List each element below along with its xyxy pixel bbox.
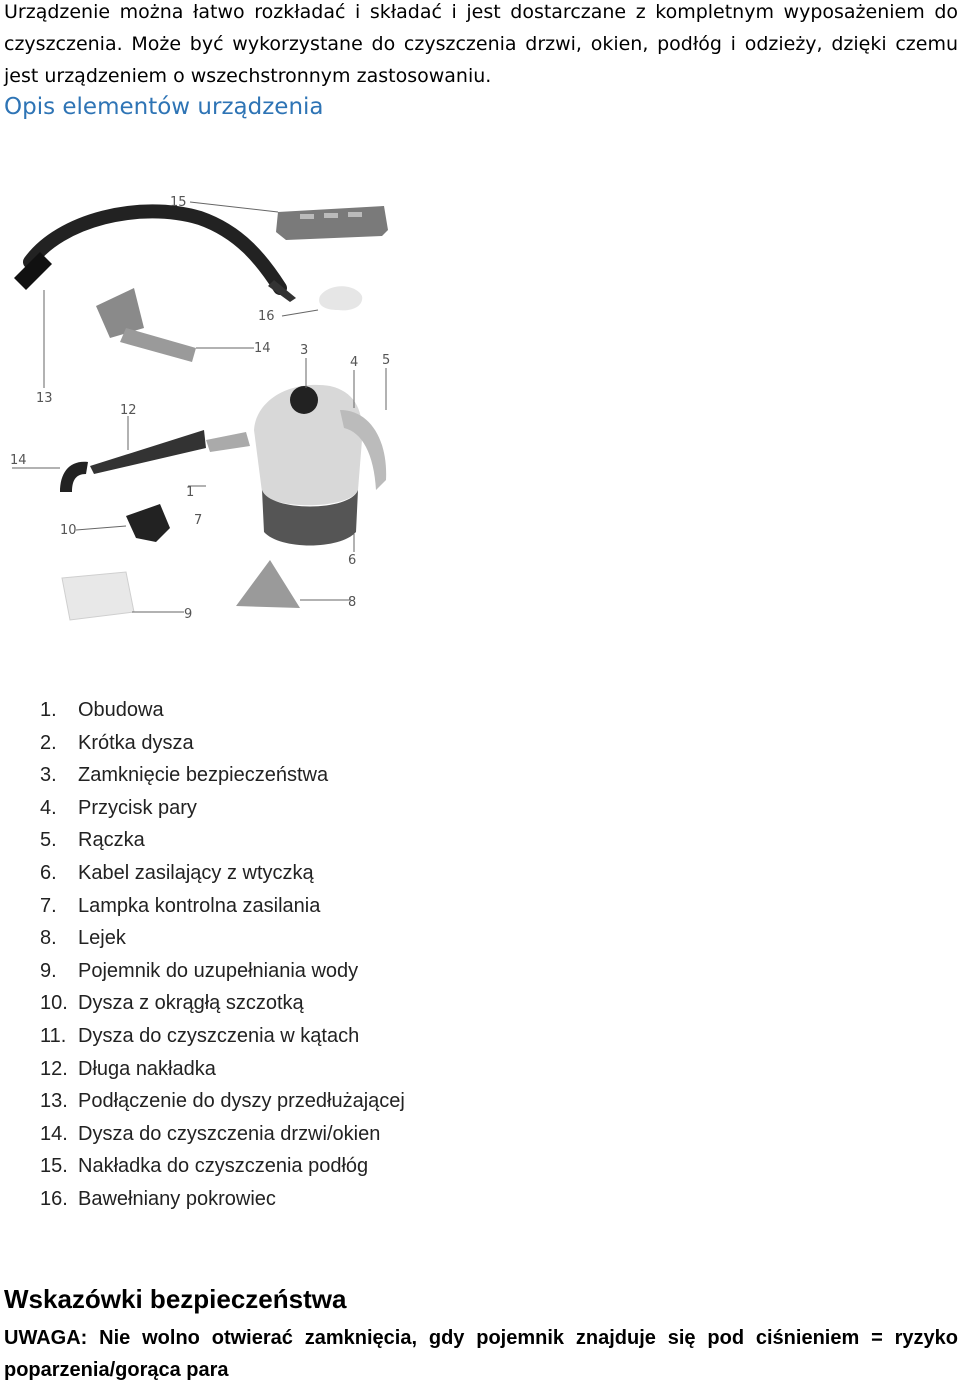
list-item: 10. Dysza z okrągłą szczotką	[40, 992, 304, 1015]
list-item: 14. Dysza do czyszczenia drzwi/okien	[40, 1122, 381, 1145]
diagram-label-13: 13	[36, 391, 53, 406]
diagram-label-15: 15	[170, 195, 187, 210]
list-item: 4. Przycisk pary	[40, 796, 197, 819]
diagram-label-3: 3	[300, 343, 309, 358]
list-item: 15. Nakładka do czyszczenia podłóg	[40, 1155, 369, 1178]
diagram-label-7: 7	[194, 513, 203, 528]
list-item: 5. Rączka	[40, 829, 145, 852]
diagram-label-14a: 14	[254, 341, 271, 356]
diagram-label-4: 4	[350, 355, 359, 370]
diagram-label-8: 8	[348, 595, 357, 610]
diagram-label-1: 1	[186, 485, 195, 500]
list-item: 1. Obudowa	[40, 699, 164, 721]
list-item: 8. Lejek	[40, 927, 126, 950]
list-item: 16. Bawełniany pokrowiec	[40, 1187, 276, 1210]
diagram-label-14b: 14	[10, 453, 27, 468]
warning-paragraph: UWAGA: Nie wolno otwierać zamknięcia, gdy pojemnik znajduje się pod ciśnieniem = ryzyko poparzenia/gorąca para	[4, 1327, 958, 1381]
diagram-label-9: 9	[184, 607, 193, 622]
list-item: 13. Podłączenie do dyszy przedłużającej	[40, 1090, 405, 1113]
diagram-label-10: 10	[60, 523, 77, 538]
list-item: 3. Zamknięcie bezpieczeństwa	[40, 764, 329, 787]
diagram-label-12: 12	[120, 403, 137, 418]
intro-paragraph: Urządzenie można łatwo rozkładać i składać i jest dostarczane z kompletnym wyposażeniem do czyszczenia. Może być wykorzystane do czyszczenia drzwi, okien, podłóg i odzieży, dzięki czemu jest urządzeniem o wszechstronnym zastosowaniu.	[4, 1, 958, 87]
diagram-label-6: 6	[348, 553, 357, 568]
parts-list	[40, 694, 405, 1216]
section-title-safety: Wskazówki bezpieczeństwa	[4, 1284, 347, 1314]
list-item: 9. Pojemnik do uzupełniania wody	[40, 959, 359, 982]
list-item: 11. Dysza do czyszczenia w kątach	[40, 1024, 360, 1047]
section-title-description: Opis elementów urządzenia	[4, 94, 324, 120]
diagram-label-5: 5	[382, 353, 391, 368]
list-item: 12. Długa nakładka	[40, 1057, 216, 1080]
water-container-drawing	[62, 572, 134, 620]
diagram-label-16: 16	[258, 309, 275, 324]
device-parts-diagram	[0, 160, 420, 660]
list-item: 7. Lampka kontrolna zasilania	[40, 894, 321, 917]
list-item: 2. Krótka dysza	[40, 731, 194, 754]
list-item: 6. Kabel zasilający z wtyczką	[40, 861, 314, 884]
